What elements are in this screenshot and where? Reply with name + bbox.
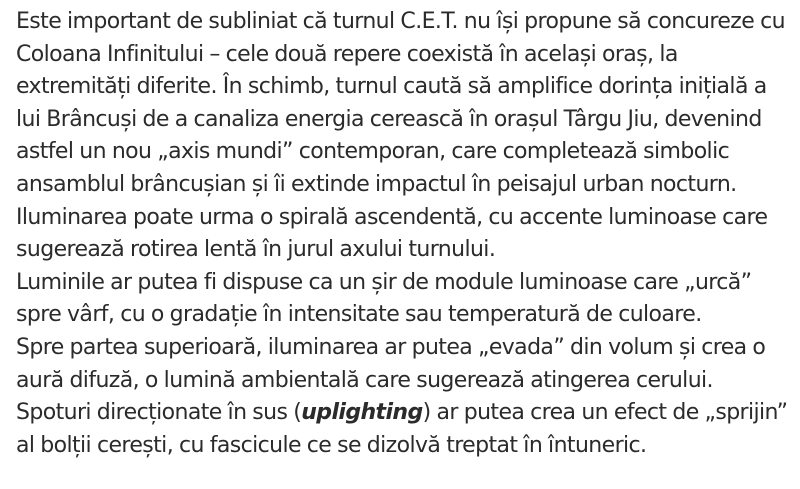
text-segment: ) ar putea crea un efect de „sprijin” bbox=[422, 400, 788, 426]
text-line: Iluminarea poate urma o spirală ascendentă, cu accente luminoase care bbox=[16, 204, 768, 230]
text-line: lui Brâncuși de a canaliza energia cerească în orașul Târgu Jiu, devenind bbox=[16, 106, 762, 132]
text-line: astfel un nou „axis mundi” contemporan, care completează simbolic bbox=[16, 139, 730, 165]
text-line: sugerează rotirea lentă în jurul axului turnului. bbox=[16, 237, 496, 263]
text-line: Coloana Infinitului – cele două repere coexistă în același oraș, la bbox=[16, 41, 678, 67]
emphasis-uplighting: uplighting bbox=[301, 400, 423, 426]
text-line: Este important de subliniat că turnul C.E.T. nu își propune să concureze cu bbox=[16, 9, 785, 34]
text-line: extremități diferite. În schimb, turnul caută să amplifice dorința inițială a bbox=[16, 74, 767, 100]
text-line: Spre partea superioară, iluminarea ar putea „evada” din volum și crea o bbox=[16, 334, 766, 360]
text-segment: Spoturi direcționate în sus ( bbox=[16, 400, 302, 426]
text-line: spre vârf, cu o gradație în intensitate sau temperatură de culoare. bbox=[16, 302, 702, 328]
text-line-emphasis bbox=[16, 397, 790, 430]
text-line: al bolții cerești, cu fascicule ce se dizolvă treptat în întuneric. bbox=[16, 432, 647, 458]
text-line: Luminile ar putea fi dispuse ca un șir de module luminoase care „urcă” bbox=[16, 269, 752, 295]
text-line: aură difuză, o lumină ambientală care sugerează atingerea cerului. bbox=[16, 367, 713, 393]
text-line: ansamblul brâncușian și îi extinde impactul în peisajul urban nocturn. bbox=[16, 171, 737, 197]
